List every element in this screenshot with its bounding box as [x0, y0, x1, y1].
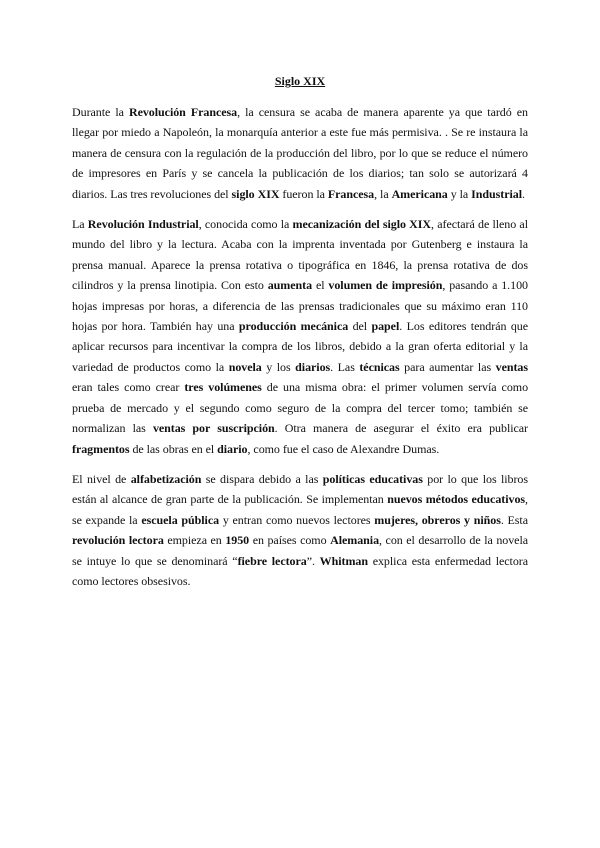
- text-run: . Otra manera de asegurar el éxito era publicar: [274, 421, 529, 436]
- bold-text: Revolución Industrial: [87, 217, 199, 232]
- bold-text: políticas educativas: [322, 471, 423, 486]
- bold-text: siglo XIX: [231, 186, 280, 201]
- text-run: , la: [374, 186, 392, 201]
- bold-text: diario: [217, 441, 248, 456]
- document-body: [72, 102, 528, 591]
- bold-text: mecanización del siglo XIX: [292, 217, 432, 232]
- text-run: fueron la: [279, 186, 328, 201]
- text-run: eran tales como crear: [72, 380, 185, 395]
- text-run: , se expande la: [72, 492, 528, 527]
- bold-text: mujeres, obreros y niños: [374, 512, 501, 527]
- bold-text: 1950: [225, 533, 250, 548]
- text-run: El nivel de: [72, 471, 131, 486]
- text-run: se dispara debido a las: [201, 471, 323, 486]
- text-run: , como fue el caso de Alexandre Dumas.: [247, 441, 440, 456]
- bold-text: fragmentos: [72, 441, 130, 456]
- page-title: Siglo XIX: [274, 74, 326, 88]
- paragraph: [72, 102, 528, 204]
- text-run: , pasando a 1.100 hojas impresas por horas, a diferencia de las prensas tradicionales que su máximo eran 110 hojas por hora. También hay una: [72, 278, 528, 334]
- text-run: . Esta: [500, 512, 528, 527]
- bold-text: tres volúmenes: [184, 380, 262, 395]
- bold-text: volumen de impresión: [328, 278, 443, 293]
- bold-text: diarios: [295, 359, 331, 374]
- text-run: y entran como nuevos lectores: [219, 512, 375, 527]
- text-run: . Los editores tendrán que aplicar recursos para incentivar la compra de los libros, debido a la gran oferta editorial y la variedad de productos como la: [72, 319, 528, 374]
- bold-text: Americana: [391, 186, 448, 201]
- bold-text: nuevos métodos educativos: [387, 492, 526, 507]
- bold-text: aumenta: [267, 278, 313, 293]
- text-run: y la: [447, 186, 472, 201]
- text-run: Durante la: [72, 105, 129, 119]
- bold-text: producción mecánica: [238, 319, 349, 334]
- text-run: . Las: [330, 359, 360, 374]
- text-run: de una misma obra: el primer volumen servía como prueba de mercado y el segundo como seguro de la compra del tercer tomo; también se normalizan las: [72, 380, 529, 436]
- text-run: y los: [261, 359, 296, 374]
- bold-text: alfabetización: [130, 471, 202, 486]
- bold-text: Industrial: [471, 186, 522, 201]
- bold-text: papel: [371, 319, 400, 334]
- text-run: de las obras en el: [129, 441, 218, 456]
- text-run: , con el desarrollo de la novela se intuye lo que se denominará “: [72, 533, 529, 568]
- text-run: explica esta enfermedad lectora como lectores obsesivos.: [72, 553, 528, 588]
- text-run: , la censura se acaba de manera aparente ya que tardó en llegar por miedo a Napoleón, la monarquía anterior a este fue más permisiva. . Se re instaura la manera de censura con la regulación de la producción del libro, por lo que se reduce el número de impresores en París y se cancela la publicación de los diarios; tan solo se autorizará 4 diarios. Las tres revoluciones del: [72, 105, 528, 201]
- bold-text: Alemania: [330, 533, 380, 548]
- text-run: el: [312, 278, 329, 293]
- text-run: , conocida como la: [198, 217, 293, 232]
- bold-text: técnicas: [359, 359, 400, 374]
- bold-text: ventas: [495, 359, 529, 374]
- text-run: , afectará de lleno al mundo del libro y la lectura. Acaba con la imprenta inventada por Gutenberg e instaura la prensa manual. Aparece la prensa rotativa o tipográfica en 1846, la prensa rotativa de dos cilindros y la prensa linotipia. Con esto: [72, 217, 528, 293]
- paragraph: [72, 214, 528, 459]
- document-page: [72, 72, 528, 601]
- bold-text: revolución lectora: [72, 533, 164, 548]
- bold-text: Revolución Francesa: [128, 105, 238, 119]
- bold-text: Whitman: [319, 553, 368, 568]
- bold-text: escuela pública: [141, 512, 220, 527]
- text-run: .: [522, 186, 525, 201]
- text-run: ”.: [306, 553, 320, 568]
- text-run: empieza en: [163, 533, 226, 548]
- paragraph: [72, 469, 528, 591]
- text-run: en países como: [249, 533, 331, 548]
- text-run: La: [72, 217, 88, 232]
- text-run: del: [348, 319, 372, 334]
- bold-text: novela: [228, 359, 262, 374]
- bold-text: Francesa: [327, 186, 375, 201]
- text-run: por lo que los libros están al alcance de gran parte de la publicación. Se implementan: [72, 471, 528, 507]
- bold-text: fiebre lectora: [237, 553, 307, 568]
- bold-text: ventas por suscripción: [152, 421, 275, 436]
- text-run: para aumentar las: [399, 359, 496, 374]
